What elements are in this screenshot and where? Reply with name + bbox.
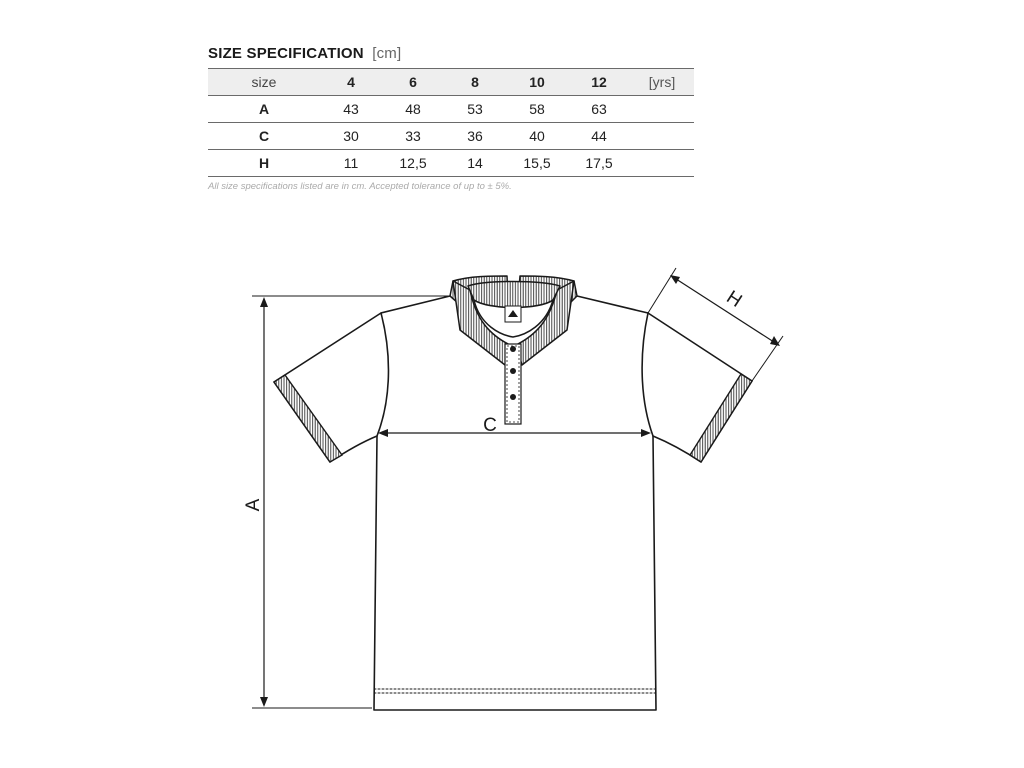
spec-title-unit: [cm] bbox=[372, 45, 402, 62]
header-size-4: 4 bbox=[320, 69, 382, 96]
button-2 bbox=[510, 368, 516, 374]
button-3 bbox=[510, 394, 516, 400]
table-cell: 53 bbox=[444, 96, 506, 123]
left-cuff bbox=[274, 375, 342, 462]
footnote: All size specifications listed are in cm. Accepted tolerance of up to ± 5%. bbox=[208, 181, 512, 192]
table-cell: 30 bbox=[320, 123, 382, 150]
table-cell: 12,5 bbox=[382, 150, 444, 177]
dimension-h bbox=[648, 268, 783, 381]
header-unit: [yrs] bbox=[630, 69, 694, 96]
table-cell: 14 bbox=[444, 150, 506, 177]
button-1 bbox=[510, 346, 516, 352]
table-cell: 33 bbox=[382, 123, 444, 150]
spec-title-text: SIZE SPECIFICATION bbox=[208, 45, 364, 62]
table-cell: 36 bbox=[444, 123, 506, 150]
row-label: A bbox=[208, 96, 320, 123]
header-size-6: 6 bbox=[382, 69, 444, 96]
header-size-10: 10 bbox=[506, 69, 568, 96]
table-cell: 58 bbox=[506, 96, 568, 123]
table-cell: 63 bbox=[568, 96, 630, 123]
header-size-8: 8 bbox=[444, 69, 506, 96]
header-size-label: size bbox=[208, 69, 320, 96]
right-cuff bbox=[690, 374, 752, 462]
table-cell: 48 bbox=[382, 96, 444, 123]
table-cell: 15,5 bbox=[506, 150, 568, 177]
label-a: A bbox=[243, 498, 264, 512]
row-label: C bbox=[208, 123, 320, 150]
table-cell: 40 bbox=[506, 123, 568, 150]
dimension-a bbox=[252, 296, 450, 708]
label-h: H bbox=[722, 286, 746, 312]
table-cell: 11 bbox=[320, 150, 382, 177]
table-cell: 44 bbox=[568, 123, 630, 150]
dimension-c bbox=[378, 429, 651, 437]
table-cell: 17,5 bbox=[568, 150, 630, 177]
table-cell: 43 bbox=[320, 96, 382, 123]
label-c: C bbox=[483, 415, 497, 436]
row-label: H bbox=[208, 150, 320, 177]
header-size-12: 12 bbox=[568, 69, 630, 96]
